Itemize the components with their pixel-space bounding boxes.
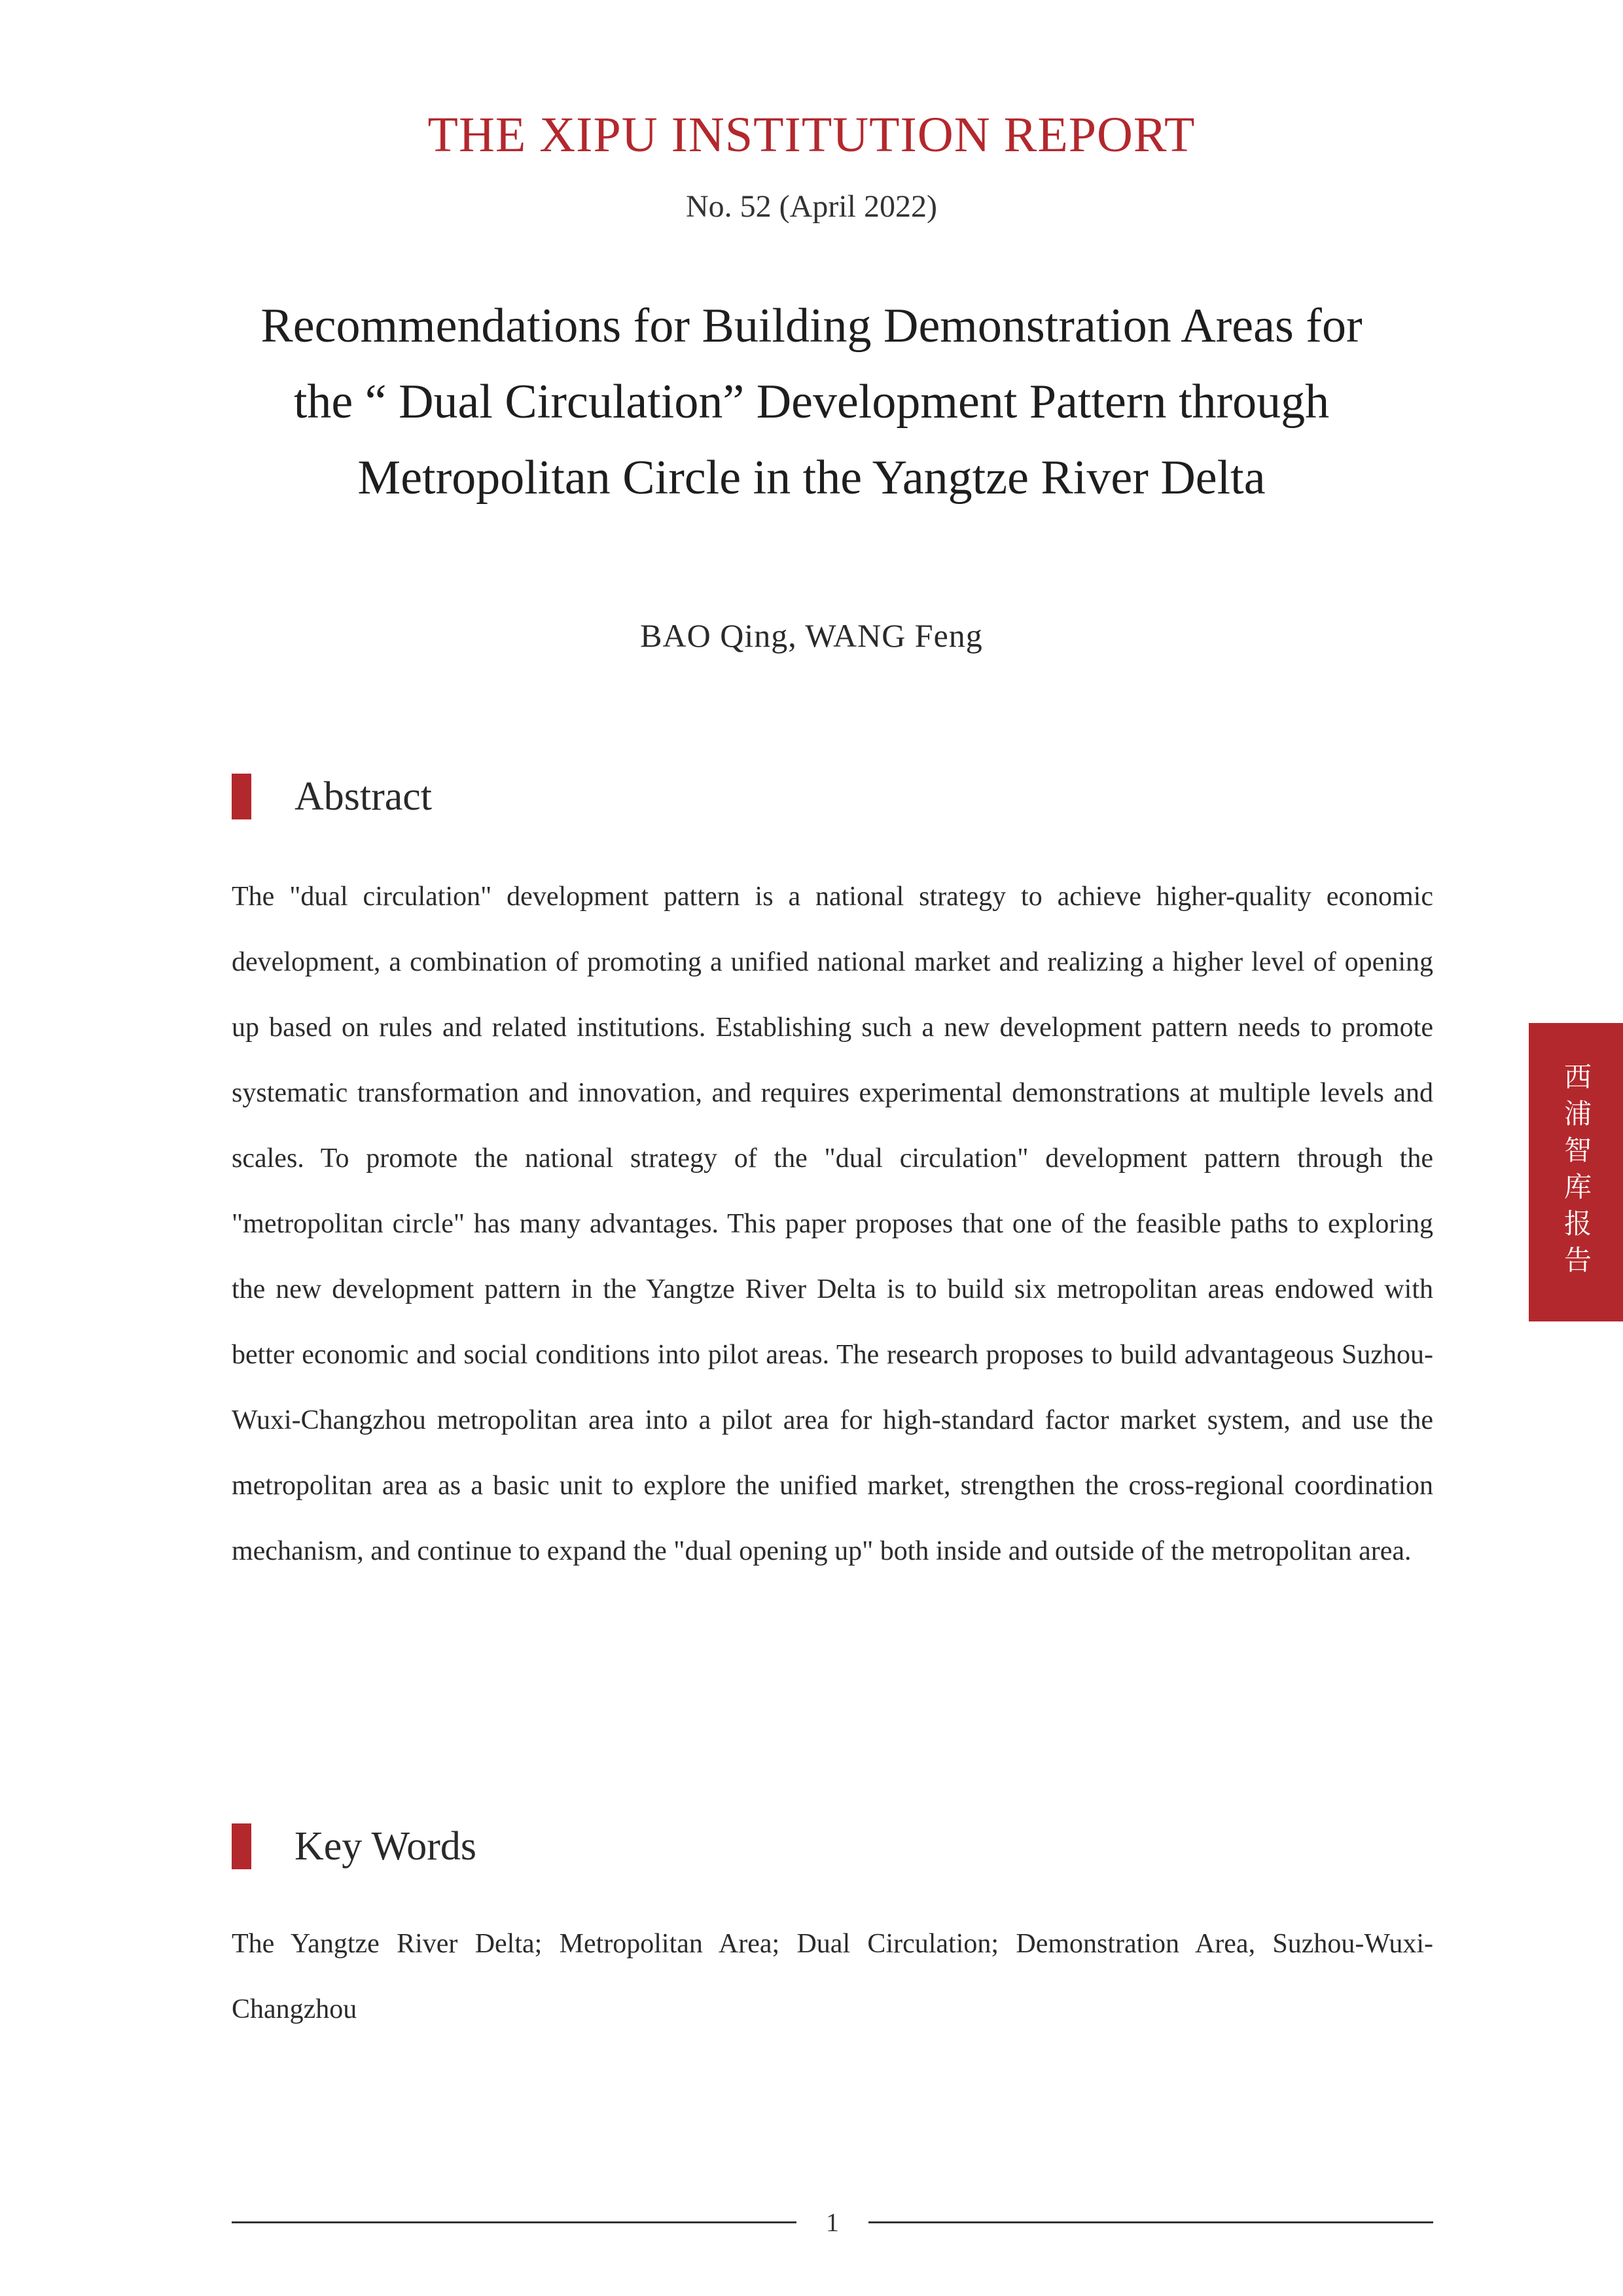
title-line: Recommendations for Building Demonstration Areas for (260, 299, 1363, 353)
keywords-heading (232, 1823, 476, 1869)
issue-number: No. 52 (April 2022) (686, 189, 937, 224)
page-number: 1 (826, 2207, 839, 2237)
side-tab (1529, 1023, 1623, 1321)
title-line: the “ Dual Circulation” Development Pattern through (293, 375, 1330, 429)
side-tab-label: 西浦智库报告 (1560, 1062, 1592, 1282)
footer-rule-right (868, 2221, 1433, 2223)
keywords-text: The Yangtze River Delta; Metropolitan Area; Dual Circulation; Demonstration Area, Suzhou-Wuxi-Changzhou (232, 1929, 1433, 2024)
section-marker (232, 1823, 251, 1869)
keywords-heading-label: Key Words (294, 1824, 477, 1869)
section-marker (232, 774, 251, 819)
report-name: THE XIPU INSTITUTION REPORT (427, 107, 1196, 162)
abstract-heading (232, 774, 432, 819)
abstract-text: The "dual circulation" development pattern is a national strategy to achieve higher-quality economic development, a combination of promoting a unified national market and realizing a higher level of opening up based on rules and related institutions. Establishing such a new development pattern needs to promote systematic transformation and innovation, and requires experimental demonstrations at multiple levels and scales. To promote the national strategy of the "dual circulation" development pattern through the "metropolitan circle" has many advantages. This paper proposes that one of the feasible paths to exploring the new development pattern in the Yangtze River Delta is to build six metropolitan areas endowed with better economic and social conditions into pilot areas. The research proposes to build advantageous Suzhou-Wuxi-Changzhou metropolitan area into a pilot area for high-standard factor market system, and use the metropolitan area as a basic unit to explore the unified market, strengthen the cross-regional coordination mechanism, and continue to expand the "dual opening up" both inside and outside of the metropolitan area. (232, 882, 1433, 1566)
paper-title (196, 288, 1427, 516)
footer-rule-left (232, 2221, 796, 2223)
title-line: Metropolitan Circle in the Yangtze River Delta (357, 451, 1266, 505)
page-footer (232, 2206, 1433, 2238)
authors: BAO Qing, WANG Feng (640, 617, 983, 654)
abstract-heading-label: Abstract (294, 774, 433, 819)
